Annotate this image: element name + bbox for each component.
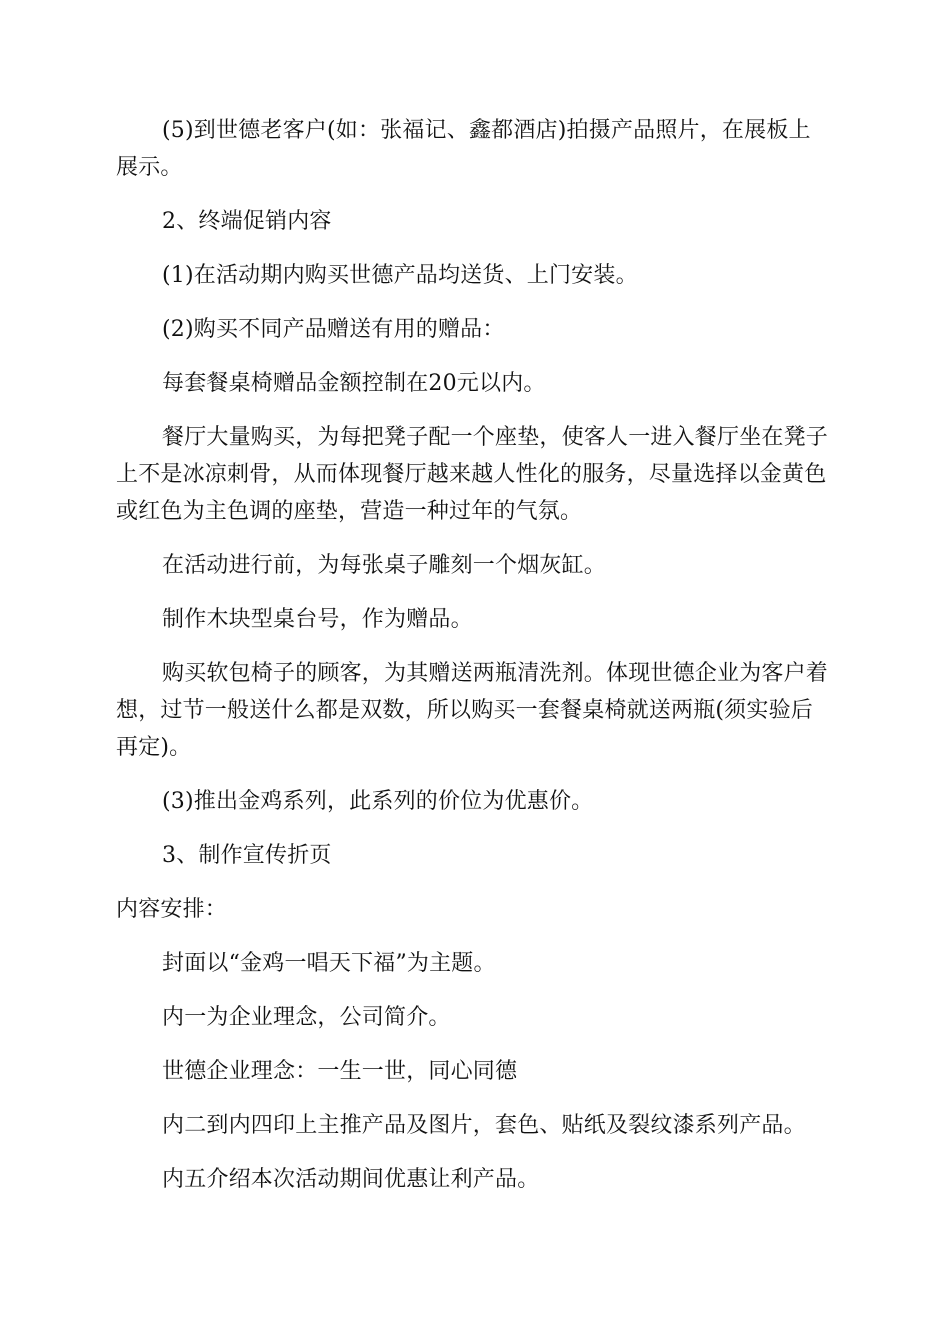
paragraph-inner-five: 内五介绍本次活动期间优惠让利产品。 [162,1167,540,1192]
paragraph-company-philosophy: 世德企业理念：一生一世，同心同德 [162,1059,518,1084]
paragraph-ashtray: 在活动进行前，为每张桌子雕刻一个烟灰缸。 [162,553,607,578]
paragraph-content-arrangement: 内容安排： [116,897,228,922]
paragraph-inner-two-to-four: 内二到内四印上主推产品及图片，套色、贴纸及裂纹漆系列产品。 [162,1113,806,1138]
paragraph-item-5-photos: (5)到世德老客户(如：张福记、鑫都酒店)拍摄产品照片，在展板上展示。 [116,118,811,180]
paragraph-table-number: 制作木块型桌台号，作为赠品。 [162,607,473,632]
paragraph-item-1-delivery: (1)在活动期内购买世德产品均送货、上门安装。 [162,263,638,288]
paragraph-cleaner-gift: 购买软包椅子的顾客，为其赠送两瓶清洗剂。体现世德企业为客户着想，过节一般送什么都是双数，所以购买一套餐桌椅就送两瓶(须实验后再定)。 [116,661,829,760]
paragraph-cover-theme: 封面以“金鸡一唱天下福”为主题。 [162,951,496,976]
paragraph-item-2-gifts: (2)购买不同产品赠送有用的赠品： [162,317,505,342]
section-heading-brochure: 3、制作宣传折页 [162,843,332,868]
document-body [116,112,832,1215]
paragraph-gift-budget: 每套餐桌椅赠品金额控制在20元以内。 [162,371,546,396]
paragraph-item-3-golden-rooster: (3)推出金鸡系列，此系列的价位为优惠价。 [162,789,594,814]
paragraph-inner-one: 内一为企业理念，公司简介。 [162,1005,451,1030]
section-heading-terminal-promotion: 2、终端促销内容 [162,209,332,234]
paragraph-seat-cushion: 餐厅大量购买，为每把凳子配一个座垫，使客人一进入餐厅坐在凳子上不是冰凉刺骨，从而体现餐厅越来越人性化的服务，尽量选择以金黄色或红色为主色调的座垫，营造一种过年的气氛。 [116,425,829,524]
